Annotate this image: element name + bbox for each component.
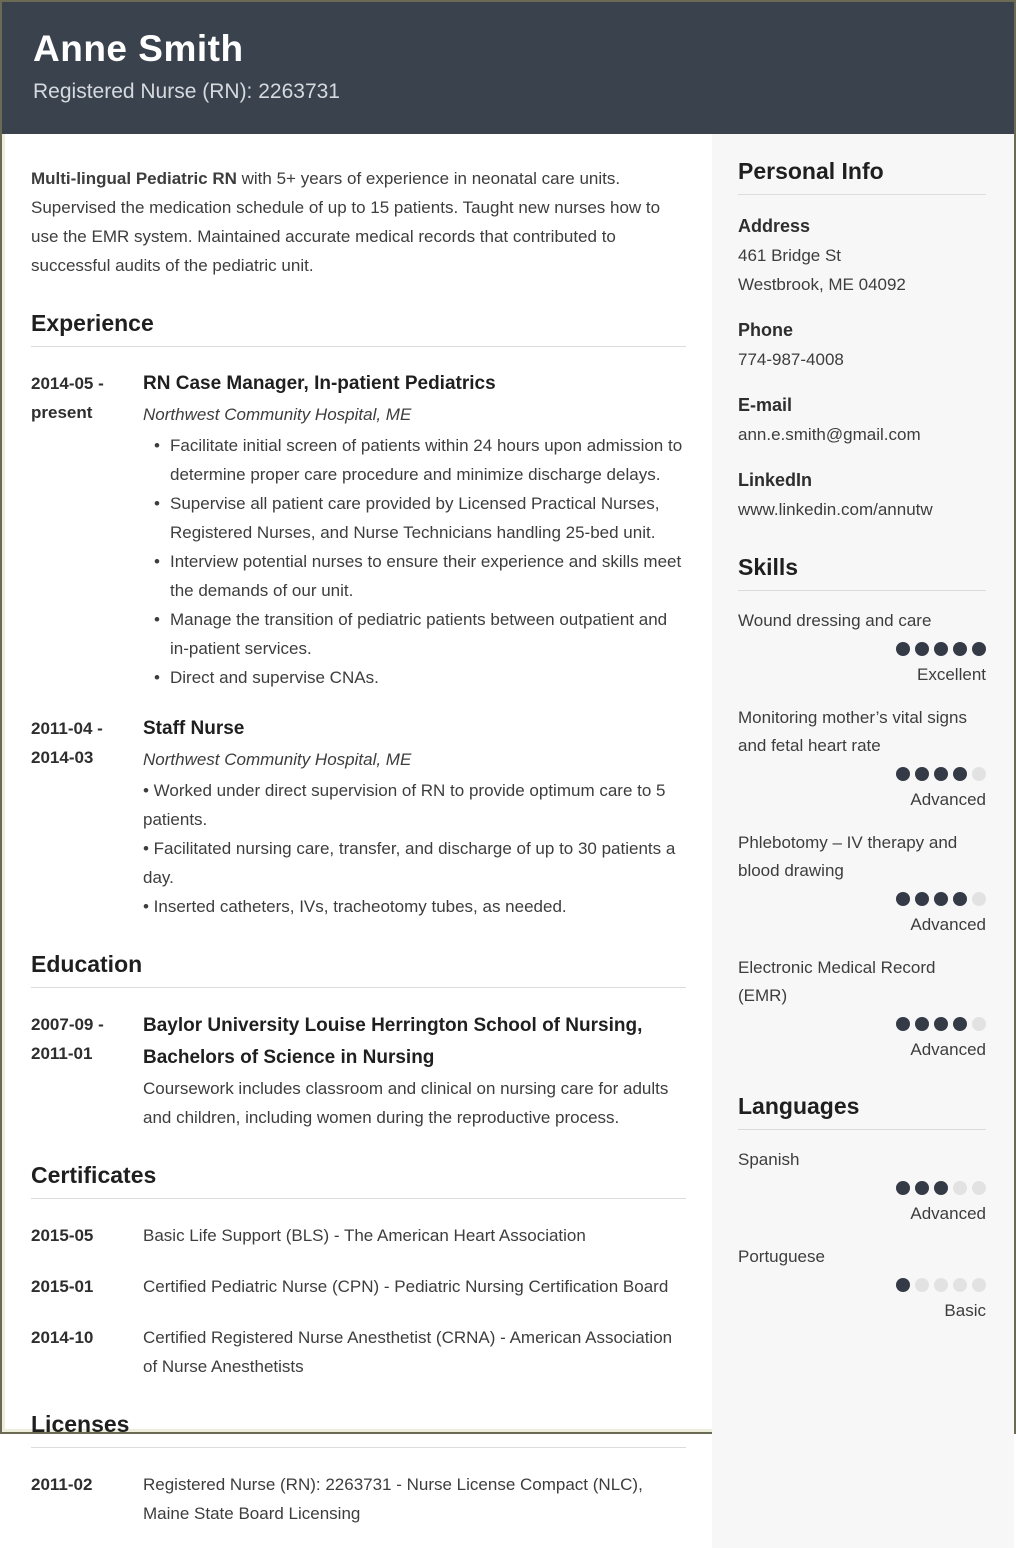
- rating-dot: [972, 767, 986, 781]
- job-bullet: • Worked under direct supervision of RN to provide optimum care to 5 patients.: [143, 781, 666, 829]
- experience-entry: [31, 714, 686, 921]
- resume-header: [2, 2, 1014, 134]
- job-company: Northwest Community Hospital, ME: [143, 750, 412, 769]
- job-bullet: • Facilitated nursing care, transfer, and discharge of up to 30 patients a day.: [143, 839, 676, 887]
- certificate-text: Certified Registered Nurse Anesthetist (CRNA) - American Association of Nurse Anesthetists: [143, 1328, 673, 1376]
- rating-dot: [972, 642, 986, 656]
- skill-item: [738, 829, 986, 938]
- rating-dot: [896, 1181, 910, 1195]
- language-level-label: Basic: [944, 1301, 986, 1320]
- rating-dot: [953, 1181, 967, 1195]
- rating-dot: [934, 767, 948, 781]
- field-label: Address: [738, 216, 811, 236]
- education-description: Coursework includes classroom and clinical on nursing care for adults and children, including women during the reproductive process.: [143, 1079, 669, 1127]
- rating-dot: [972, 1278, 986, 1292]
- candidate-title: Registered Nurse (RN): 2263731: [33, 80, 340, 103]
- linkedin-value: www.linkedin.com/annutw: [738, 500, 933, 519]
- entry-dates: 2011-02: [31, 1475, 93, 1494]
- rating-dot: [896, 1017, 910, 1031]
- language-item: [738, 1243, 986, 1324]
- skill-level-label: Excellent: [917, 665, 986, 684]
- personal-info-phone: [738, 316, 986, 374]
- rating-dot: [896, 1278, 910, 1292]
- language-level-label: Advanced: [910, 1204, 986, 1223]
- rating-dot: [934, 1181, 948, 1195]
- job-bullet: • Supervise all patient care provided by Licensed Practical Nurses, Registered Nurses, and Nurse Technicians handling 25-bed unit.: [160, 489, 686, 547]
- skill-level-label: Advanced: [910, 790, 986, 809]
- summary-rest: with 5+ years of experience in neonatal care units. Supervised the medication schedule of up to 15 patients. Taught new nurses how to use the EMR system. Maintained accurate medical records that contributed to successful audits of the pediatric unit.: [31, 169, 661, 275]
- job-title: Staff Nurse: [143, 718, 245, 739]
- skill-name: Monitoring mother’s vital signs and fetal heart rate: [738, 708, 967, 755]
- personal-info-address: [738, 212, 986, 299]
- entry-dates: 2014-10: [31, 1328, 94, 1347]
- language-rating-dots: [738, 1181, 986, 1198]
- job-bullets: [143, 776, 686, 921]
- degree-name: Bachelors of Science in Nursing: [143, 1047, 435, 1068]
- rating-dot: [934, 642, 948, 656]
- skill-item: [738, 954, 986, 1063]
- job-bullet: • Direct and supervise CNAs.: [160, 663, 686, 692]
- section-heading-education: Education: [31, 951, 686, 988]
- experience-entry: [31, 369, 686, 692]
- license-entry: [31, 1470, 686, 1528]
- skill-item: [738, 607, 986, 688]
- language-rating-dots: [738, 1278, 986, 1295]
- rating-dot: [953, 1017, 967, 1031]
- section-heading-certificates: Certificates: [31, 1162, 686, 1199]
- language-item: [738, 1146, 986, 1227]
- sidebar-heading-languages: Languages: [738, 1093, 986, 1130]
- entry-body: [143, 369, 686, 692]
- rating-dot: [915, 642, 929, 656]
- entry-dates: [31, 1010, 143, 1132]
- rating-dot: [953, 1278, 967, 1292]
- certificate-text: Certified Pediatric Nurse (CPN) - Pediatric Nursing Certification Board: [143, 1277, 669, 1296]
- entry-dates: [31, 369, 143, 692]
- rating-dot: [896, 767, 910, 781]
- school-name: Baylor University Louise Herrington School of Nursing,: [143, 1015, 643, 1036]
- personal-info-email: [738, 391, 986, 449]
- skill-level-label: Advanced: [910, 1040, 986, 1059]
- job-bullet: • Facilitate initial screen of patients within 24 hours upon admission to determine proper care procedure and minimize discharge delays.: [160, 431, 686, 489]
- job-bullet: • Inserted catheters, IVs, tracheotomy tubes, as needed.: [143, 897, 567, 916]
- section-heading-experience: Experience: [31, 310, 686, 347]
- certificate-entry: [31, 1323, 686, 1381]
- section-heading-licenses: Licenses: [31, 1411, 686, 1448]
- address-line: Westbrook, ME 04092: [738, 275, 906, 294]
- certificate-entry: [31, 1221, 686, 1250]
- summary-paragraph: [31, 164, 686, 280]
- date-to: present: [31, 403, 93, 422]
- skill-rating-dots: [738, 892, 986, 909]
- entry-body: [143, 714, 686, 921]
- date-from: 2014-05 -: [31, 374, 104, 393]
- skill-rating-dots: [738, 767, 986, 784]
- job-company: Northwest Community Hospital, ME: [143, 405, 412, 424]
- address-line: 461 Bridge St: [738, 246, 842, 265]
- rating-dot: [915, 767, 929, 781]
- skill-name: Wound dressing and care: [738, 611, 932, 630]
- skill-rating-dots: [738, 642, 986, 659]
- job-title: RN Case Manager, In-patient Pediatrics: [143, 373, 496, 394]
- skill-rating-dots: [738, 1017, 986, 1034]
- rating-dot: [972, 892, 986, 906]
- date-from: 2007-09 -: [31, 1015, 104, 1034]
- entry-dates: 2015-05: [31, 1226, 94, 1245]
- rating-dot: [972, 1017, 986, 1031]
- rating-dot: [953, 892, 967, 906]
- language-name: Spanish: [738, 1150, 800, 1169]
- date-to: 2014-03: [31, 748, 94, 767]
- rating-dot: [953, 642, 967, 656]
- date-from: 2011-04 -: [31, 719, 103, 738]
- rating-dot: [896, 892, 910, 906]
- skill-item: [738, 704, 986, 813]
- skill-name: Electronic Medical Record (EMR): [738, 958, 936, 1005]
- rating-dot: [953, 767, 967, 781]
- certificate-entry: [31, 1272, 686, 1301]
- sidebar-column: [712, 134, 1014, 1548]
- entry-body: [143, 1010, 686, 1132]
- license-text: Registered Nurse (RN): 2263731 - Nurse License Compact (NLC), Maine State Board Licensing: [143, 1475, 643, 1523]
- skill-level-label: Advanced: [910, 915, 986, 934]
- rating-dot: [896, 642, 910, 656]
- job-bullet: • Interview potential nurses to ensure their experience and skills meet the demands of our unit.: [160, 547, 686, 605]
- rating-dot: [915, 892, 929, 906]
- entry-dates: 2015-01: [31, 1277, 94, 1296]
- field-label: LinkedIn: [738, 470, 813, 490]
- entry-dates: [31, 714, 143, 921]
- candidate-name: Anne Smith: [33, 28, 244, 69]
- rating-dot: [915, 1017, 929, 1031]
- job-bullet: • Manage the transition of pediatric patients between outpatient and in-patient services.: [160, 605, 686, 663]
- rating-dot: [915, 1181, 929, 1195]
- resume-body: [2, 134, 1014, 1548]
- date-to: 2011-01: [31, 1044, 93, 1063]
- rating-dot: [934, 1017, 948, 1031]
- rating-dot: [934, 892, 948, 906]
- rating-dot: [972, 1181, 986, 1195]
- field-label: E-mail: [738, 395, 793, 415]
- rating-dot: [934, 1278, 948, 1292]
- summary-lead: Multi-lingual Pediatric RN: [31, 169, 237, 188]
- certificate-text: Basic Life Support (BLS) - The American Heart Association: [143, 1226, 586, 1245]
- rating-dot: [915, 1278, 929, 1292]
- field-label: Phone: [738, 320, 794, 340]
- personal-info-linkedin: [738, 466, 986, 524]
- sidebar-heading-personal-info: Personal Info: [738, 158, 986, 195]
- job-bullets: [143, 431, 686, 692]
- email-value: ann.e.smith@gmail.com: [738, 425, 921, 444]
- skill-name: Phlebotomy – IV therapy and blood drawing: [738, 833, 958, 880]
- phone-value: 774-987-4008: [738, 350, 844, 369]
- main-column: [2, 134, 712, 1548]
- education-entry: [31, 1010, 686, 1132]
- sidebar-heading-skills: Skills: [738, 554, 986, 591]
- language-name: Portuguese: [738, 1247, 825, 1266]
